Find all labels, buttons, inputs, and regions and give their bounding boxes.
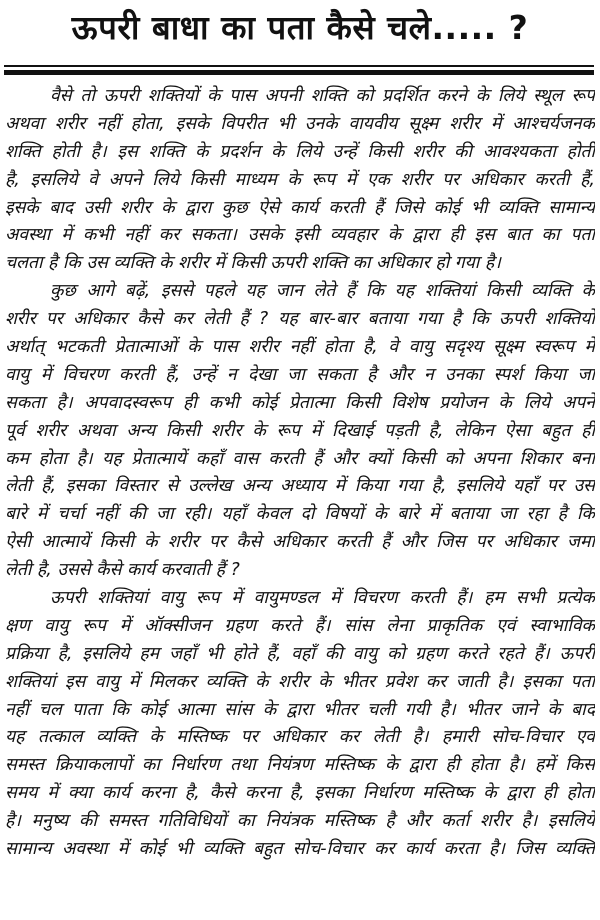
text-line: सामान्य अवस्था में कोई भी व्यक्ति बहुत सोच-विचार कर कार्य करता है। जिस व्यक्ति <box>5 839 595 860</box>
text-line: ऊपरी शक्तियां वायु रूप में वायुमण्डल में विचरण करती हैं। हम सभी प्रत्येक <box>50 588 595 609</box>
text-line: पूर्व शरीर अथवा अन्य किसी शरीर के रूप में दिखाई पड़ती है, लेकिन ऐसा बहुत ही <box>5 420 595 441</box>
text-line: शक्ति होती है। इस शक्ति के प्रदर्शन के लिये उन्हें किसी शरीर की आवश्यकता होती <box>5 141 595 162</box>
text-line: शरीर पर अधिकार कैसे कर लेती हैं ? यह बार-बार बताया गया है कि ऊपरी शक्तियों <box>5 309 595 330</box>
body-text <box>5 83 595 864</box>
chapter-title: ऊपरी बाधा का पता कैसे चले..... ? <box>71 8 529 47</box>
text-line: समस्त क्रियाकलापों का निर्धारण तथा नियंत्रण मस्तिष्क के द्वारा ही होता है। हमें किस <box>5 755 595 776</box>
text-line: अथवा शरीर नहीं होता, इसके विपरीत भी उनके वायवीय सूक्ष्म शरीर में आश्चर्यजनक <box>5 113 595 134</box>
text-line: ऐसी आत्मायें किसी के शरीर पर कैसे अधिकार करती हैं और जिस पर अधिकार जमा <box>5 532 595 553</box>
text-line: वायु में विचरण करती हैं, उन्हें न देखा जा सकता है और न उनका स्पर्श किया जा <box>5 364 595 385</box>
paragraph <box>5 83 595 278</box>
title-divider-thin <box>4 65 594 67</box>
text-line: कुछ आगे बढ़ें, इससे पहले यह जान लेते हैं कि यह शक्तियां किसी व्यक्ति के <box>50 281 595 302</box>
text-line: सकता है। अपवादस्वरूप ही कभी कोई प्रेतात्मा किसी विशेष प्रयोजन के लिये अपने <box>5 392 595 413</box>
text-line: यह तत्काल व्यक्ति के मस्तिष्क पर अधिकार कर लेती है। हमारी सोच-विचार एवं <box>5 727 595 748</box>
text-line: प्रक्रिया है, इसलिये हम जहाँ भी होते हैं, वहाँ की वायु को ग्रहण करते रहते हैं। ऊपरी <box>5 643 595 664</box>
text-line: है, इसलिये वे अपने लिये किसी माध्यम के रूप में एक शरीर पर अधिकार करती हैं, <box>5 169 595 190</box>
title-divider-thick <box>4 70 594 75</box>
text-line: लेती हैं, इसका विस्तार से उल्लेख अन्य अध्याय में किया गया है, इसलिये यहाँ पर उस <box>5 476 595 497</box>
text-line: अर्थात् भटकती प्रेतात्माओं के पास शरीर नहीं होता है, वे वायु सदृश्य सूक्ष्म स्वरूप में <box>5 337 595 358</box>
text-line: कम होता है। यह प्रेतात्मायें कहाँ वास करती हैं और क्यों किसी को अपना शिकार बना <box>5 448 595 469</box>
paragraph <box>5 585 595 864</box>
text-line: चलता है कि उस व्यक्ति के शरीर में किसी ऊपरी शक्ति का अधिकार हो गया है। <box>5 253 501 274</box>
text-line: क्षण वायु रूप में ऑक्सीजन ग्रहण करते हैं। सांस लेना प्राकृतिक एवं स्वाभाविक <box>5 615 595 636</box>
text-line: है। मनुष्य की समस्त गतिविधियों का नियंत्रक मस्तिष्क है और कर्ता शरीर है। इसलिये <box>5 811 595 832</box>
text-line: अवस्था में कभी नहीं कर सकता। उसके इसी व्यवहार के द्वारा ही इस बात का पता <box>5 225 595 246</box>
text-line: बारे में चर्चा नहीं की जा रही। यहाँ केवल दो विषयों के बारे में बताया जा रहा है कि <box>5 504 595 525</box>
text-line: नहीं चल पाता कि कोई आत्मा सांस के द्वारा भीतर चली गयी है। भीतर जाने के बाद <box>5 699 595 720</box>
paragraph <box>5 278 595 585</box>
text-line: वैसे तो ऊपरी शक्तियों के पास अपनी शक्ति को प्रदर्शित करने के लिये स्थूल रूप <box>50 86 595 106</box>
text-line: इसके बाद उसी शरीर के द्वारा कुछ ऐसे कार्य करती हैं जिसे कोई भी व्यक्ति सामान्य <box>5 197 595 218</box>
text-line: समय में क्या कार्य करना है, कैसे करना है, इसका निर्धारण मस्तिष्क के द्वारा ही होता <box>5 783 595 804</box>
text-line: लेती है, उससे कैसे कार्य करवाती हैं ? <box>5 560 240 581</box>
text-line: शक्तियां इस वायु में मिलकर व्यक्ति के शरीर के भीतर प्रवेश कर जाती है। इसका पता <box>5 671 595 692</box>
